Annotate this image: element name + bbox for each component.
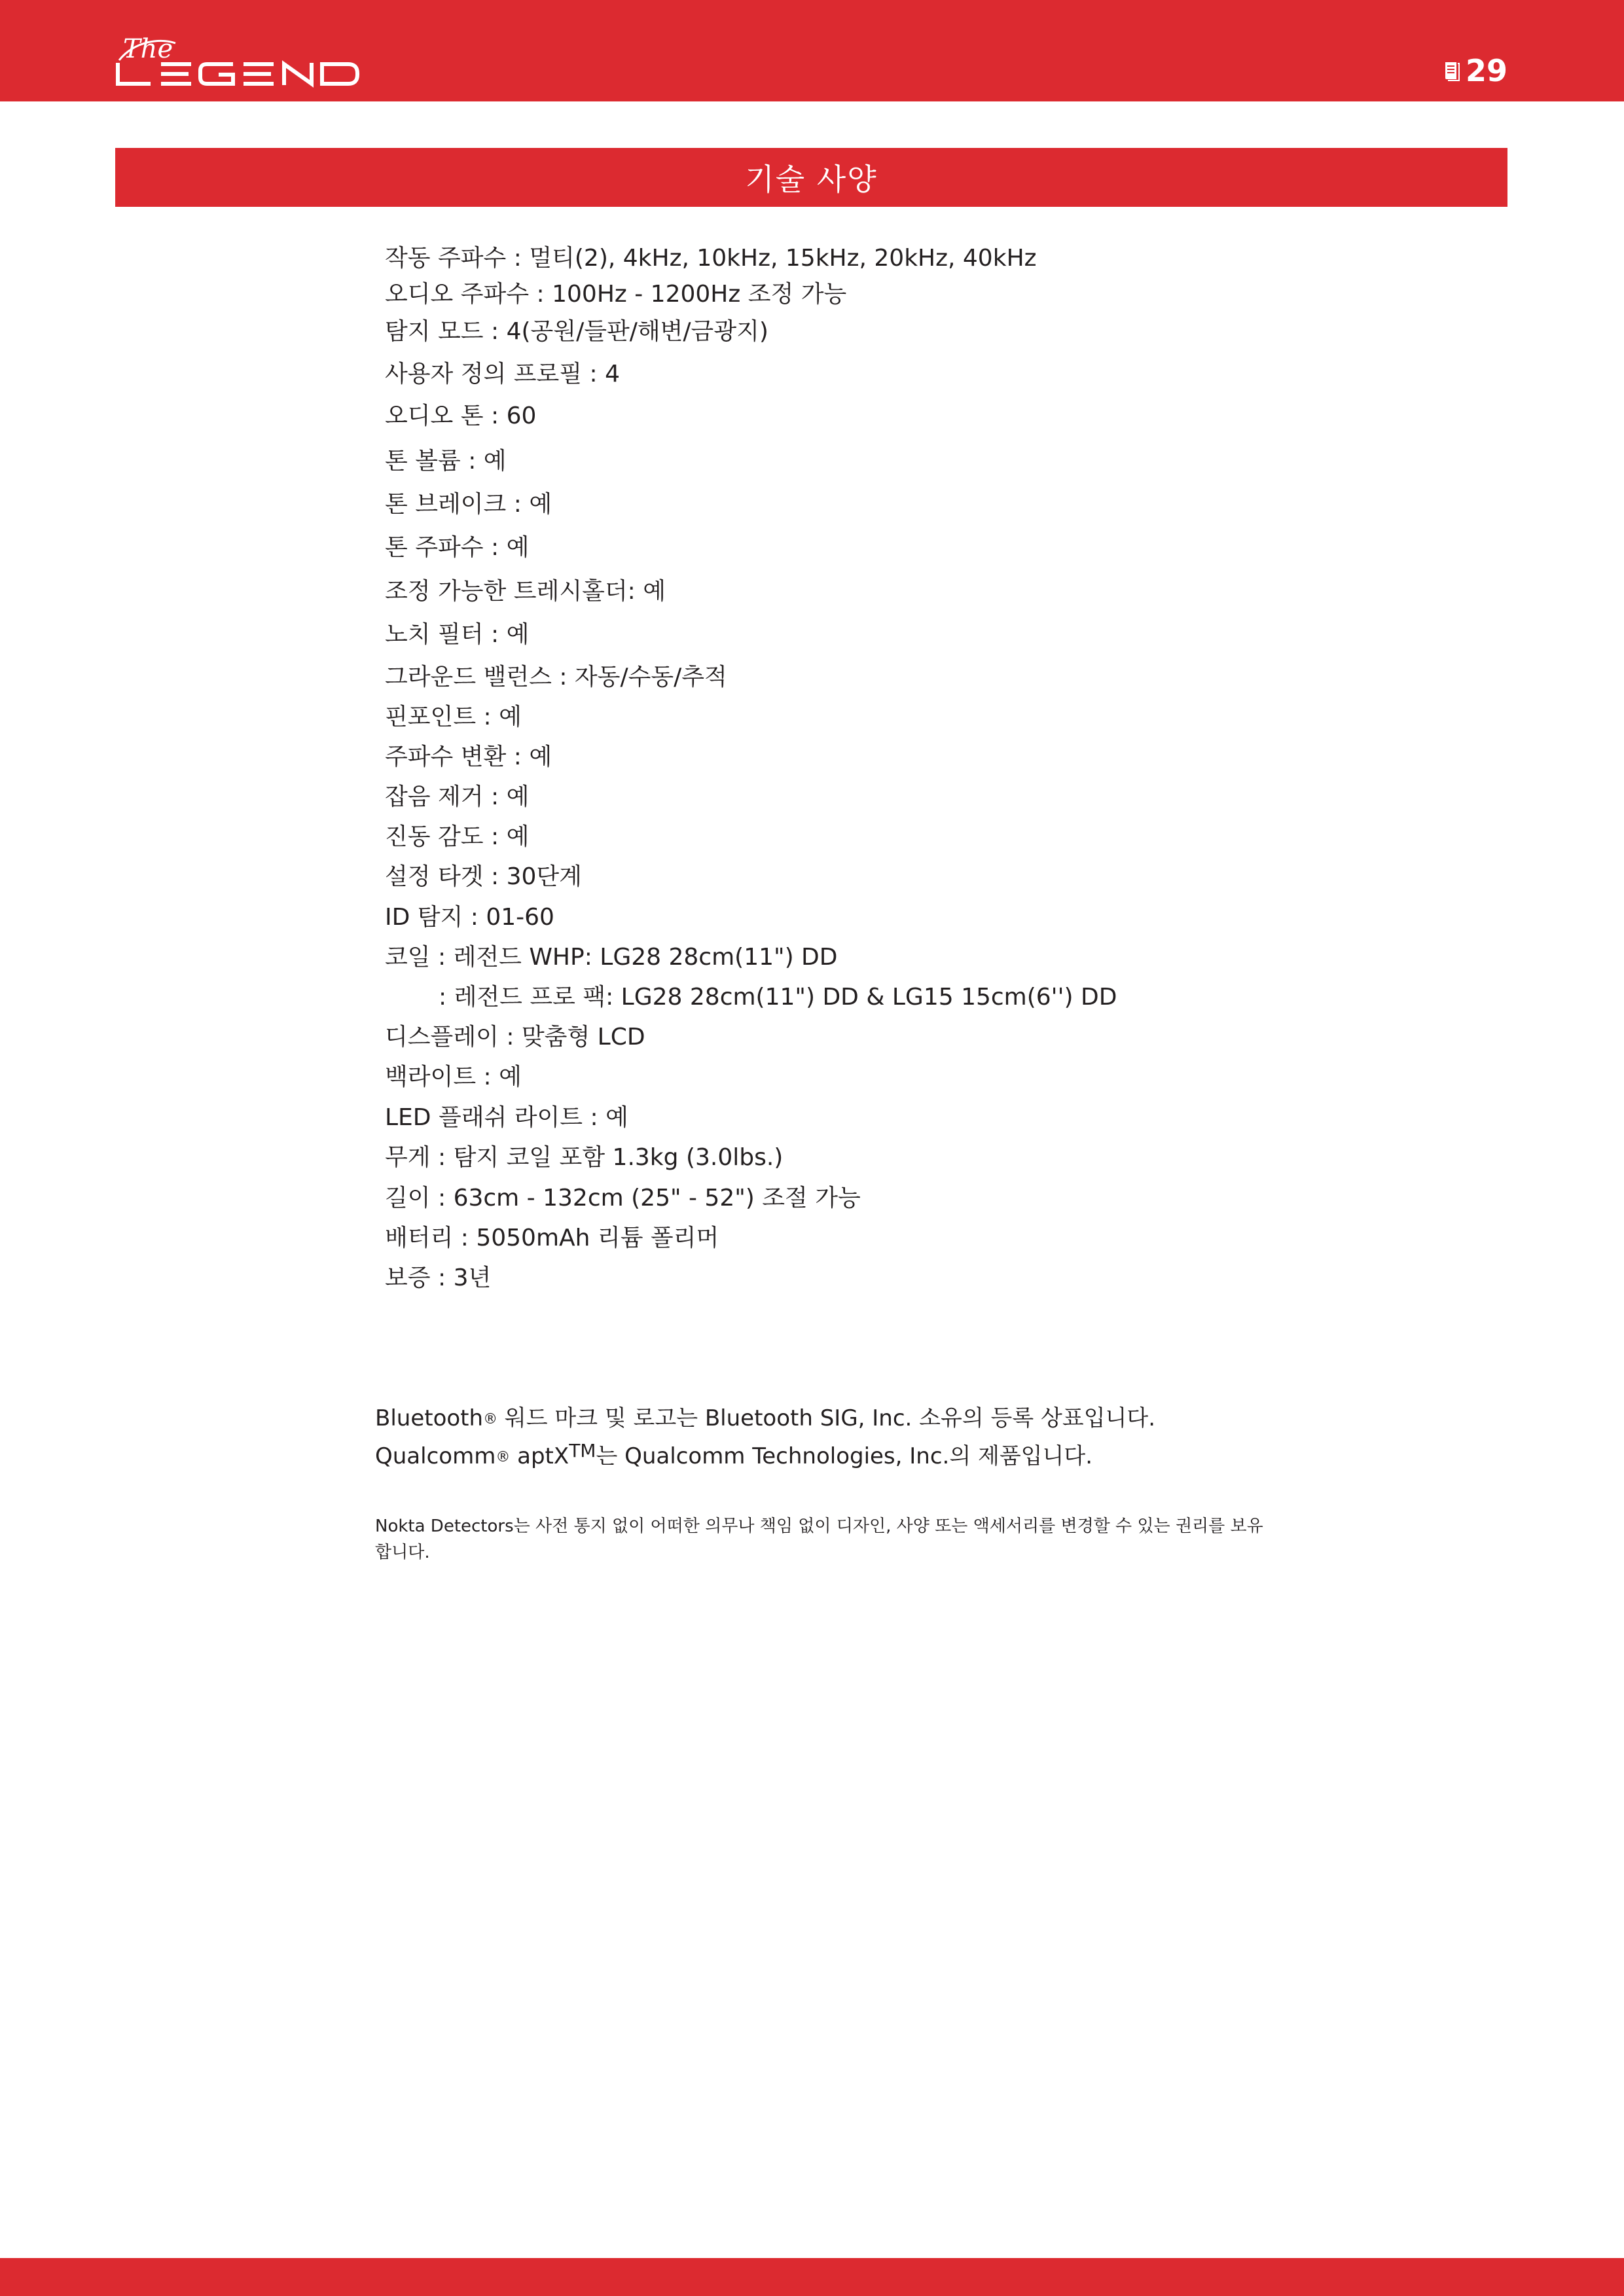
page-number	[1443, 52, 1507, 89]
spec-operating-frequency: 작동 주파수 : 멀티(2), 4kHz, 10kHz, 15kHz, 20kHz, 40kHz	[385, 245, 1037, 272]
spec-tone-volume: 톤 볼륨 : 예	[385, 448, 507, 475]
footer-bar	[0, 2258, 1624, 2296]
bluetooth-brand: Bluetooth	[375, 1405, 484, 1431]
qualcomm-reg-mark: ®	[496, 1449, 511, 1465]
qualcomm-notice	[375, 1437, 1092, 1472]
spec-display: 디스플레이 : 맞춤형 LCD	[385, 1024, 645, 1050]
spec-warranty: 보증 : 3년	[385, 1265, 492, 1291]
spec-custom-profiles: 사용자 정의 프로필 : 4	[385, 361, 621, 387]
section-title-bar	[115, 148, 1507, 207]
spec-search-modes: 탐지 모드 : 4(공원/들판/해변/금광지)	[385, 318, 768, 345]
spec-battery: 배터리 : 5050mAh 리튬 폴리머	[385, 1225, 719, 1251]
aptx-tm-mark: TM	[569, 1440, 596, 1462]
legend-logo	[115, 34, 364, 89]
qualcomm-notice-text: 는 Qualcomm Technologies, Inc.의 제품입니다.	[596, 1443, 1093, 1469]
spec-backlight: 백라이트 : 예	[385, 1064, 522, 1090]
spec-led-flashlight: LED 플래쉬 라이트 : 예	[385, 1104, 628, 1131]
book-icon	[1443, 60, 1460, 82]
spec-tone-frequency: 톤 주파수 : 예	[385, 534, 530, 561]
spec-vibration: 진동 감도 : 예	[385, 823, 530, 850]
bluetooth-reg-mark: ®	[483, 1411, 498, 1427]
spec-target-settings: 설정 타겟 : 30단계	[385, 863, 582, 890]
disclaimer: Nokta Detectors는 사전 통지 없이 어떠한 의무나 책임 없이 디자인, 사양 또는 액세서리를 변경할 수 있는 권리를 보유합니다.	[375, 1516, 1263, 1562]
bluetooth-notice-text: 워드 마크 및 로고는 Bluetooth SIG, Inc. 소유의 등록 상표입니다.	[497, 1405, 1156, 1431]
spec-notch-filter: 노치 필터 : 예	[385, 621, 530, 648]
section-title: 기술 사양	[745, 162, 878, 197]
spec-target-id: ID 탐지 : 01-60	[385, 904, 554, 931]
spec-length: 길이 : 63cm - 132cm (25" - 52") 조절 가능	[385, 1185, 861, 1211]
spec-coil: 코일 : 레전드 WHP: LG28 28cm(11") DD	[385, 944, 838, 971]
spec-noise-cancel: 잡음 제거 : 예	[385, 783, 530, 810]
aptx-name: aptX	[510, 1443, 569, 1469]
spec-frequency-shift: 주파수 변환 : 예	[385, 744, 552, 770]
svg-text:The: The	[123, 34, 173, 64]
page-number-text: 29	[1465, 53, 1507, 88]
spec-pinpoint: 핀포인트 : 예	[385, 704, 522, 730]
header-bar	[0, 0, 1624, 101]
spec-tone-break: 톤 브레이크 : 예	[385, 491, 552, 518]
bluetooth-notice	[375, 1404, 1155, 1434]
spec-audio-tones: 오디오 톤 : 60	[385, 403, 537, 429]
spec-weight: 무게 : 탐지 코일 포함 1.3kg (3.0lbs.)	[385, 1144, 784, 1171]
qualcomm-brand: Qualcomm	[375, 1443, 496, 1469]
spec-ground-balance: 그라운드 밸런스 : 자동/수동/추적	[385, 664, 727, 691]
spec-audio-frequency: 오디오 주파수 : 100Hz - 1200Hz 조정 가능	[385, 281, 847, 308]
spec-coil-pro-pack: : 레전드 프로 팩: LG28 28cm(11") DD & LG15 15cm(6'') DD	[439, 984, 1117, 1011]
spec-threshold: 조정 가능한 트레시홀더: 예	[385, 578, 666, 605]
